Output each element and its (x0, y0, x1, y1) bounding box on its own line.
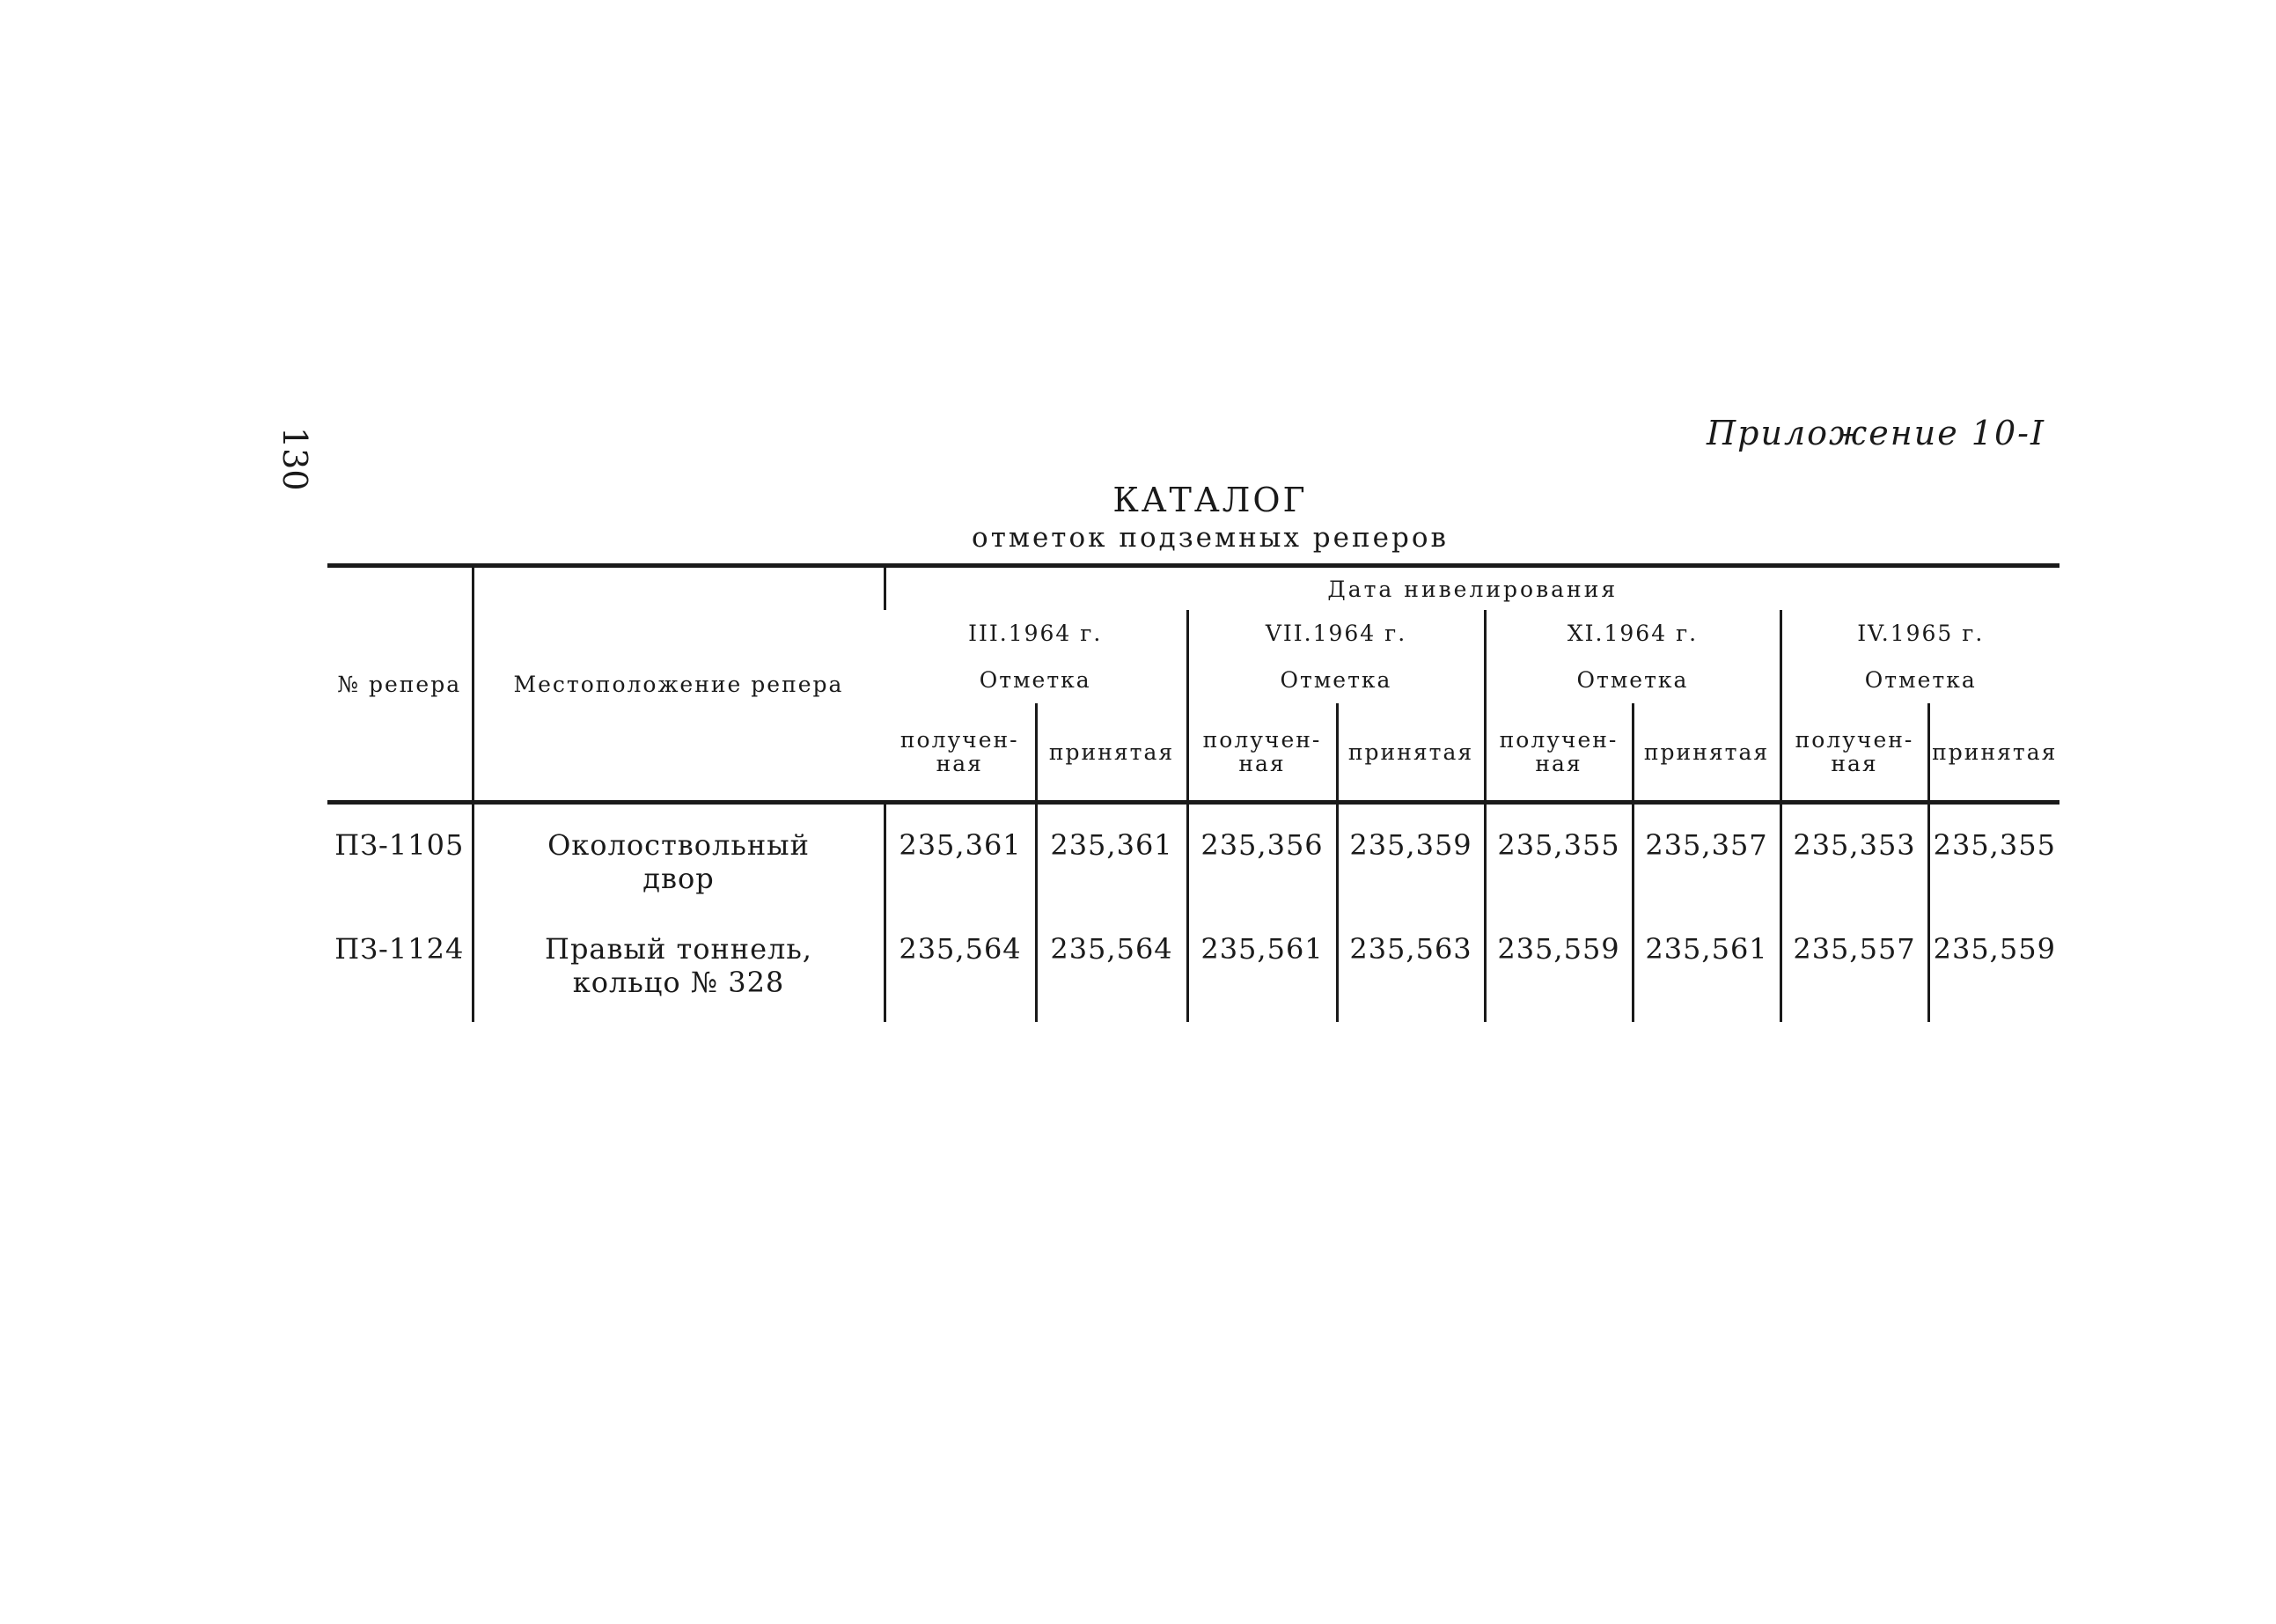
mark-value: 235,561 (1633, 923, 1780, 1022)
header-date-4: IV.1965 г. (1780, 610, 2059, 657)
page-number: 130 (275, 427, 314, 491)
header-location: Местоположение репера (473, 566, 885, 803)
mark-value: 235,557 (1780, 923, 1928, 1022)
mark-value: 235,356 (1187, 803, 1337, 924)
table-header (327, 566, 2059, 803)
header-date-3: XI.1964 г. (1485, 610, 1780, 657)
header-mark-2: Отметка (1187, 657, 1485, 703)
header-accepted-3: принятая (1633, 703, 1780, 803)
benchmark-catalog-table (327, 563, 2059, 1022)
table-row (327, 923, 2059, 1022)
mark-value: 235,353 (1780, 803, 1928, 924)
header-date-1: III.1964 г. (968, 621, 1103, 646)
mark-value: 235,564 (885, 923, 1036, 1022)
header-mark-4: Отметка (1780, 657, 2059, 703)
header-date-2: VII.1964 г. (1187, 610, 1485, 657)
mark-value: 235,561 (1187, 923, 1337, 1022)
header-leveling-date: Дата нивелирования (885, 566, 2059, 611)
appendix-label: Приложение 10-I (1707, 414, 2045, 452)
header-accepted-1: принятая (1036, 703, 1187, 803)
header-accepted-2: принятая (1337, 703, 1485, 803)
benchmark-number: ПЗ-1105 (334, 828, 465, 862)
header-accepted-4: принятая (1928, 703, 2059, 803)
mark-value: 235,359 (1337, 803, 1485, 924)
header-mark-3: Отметка (1485, 657, 1780, 703)
benchmark-location: Правый тоннель, кольцо № 328 (473, 923, 885, 1022)
mark-value: 235,361 (885, 803, 1036, 924)
mark-value: 235,357 (1633, 803, 1780, 924)
header-received-2: получен- ная (1187, 703, 1337, 803)
benchmark-location: Околоствольный двор (473, 803, 885, 924)
mark-value: 235,559 (1928, 923, 2059, 1022)
header-received-4: получен- ная (1780, 703, 1928, 803)
mark-value: 235,559 (1485, 923, 1633, 1022)
mark-value: 235,361 (1036, 803, 1187, 924)
table-row (327, 803, 2059, 924)
document-title: КАТАЛОГ (1112, 481, 1308, 519)
mark-value: 235,563 (1337, 923, 1485, 1022)
header-received-3: получен- ная (1485, 703, 1633, 803)
mark-value: 235,564 (1036, 923, 1187, 1022)
benchmark-number: ПЗ-1124 (334, 932, 465, 966)
mark-value: 235,355 (1485, 803, 1633, 924)
document-subtitle: отметок подземных реперов (972, 522, 1449, 554)
mark-value: 235,355 (1928, 803, 2059, 924)
header-mark-1: Отметка (979, 667, 1091, 693)
header-received-1: получен- ная (899, 727, 1019, 776)
header-benchmark-number: № репера (337, 671, 462, 697)
